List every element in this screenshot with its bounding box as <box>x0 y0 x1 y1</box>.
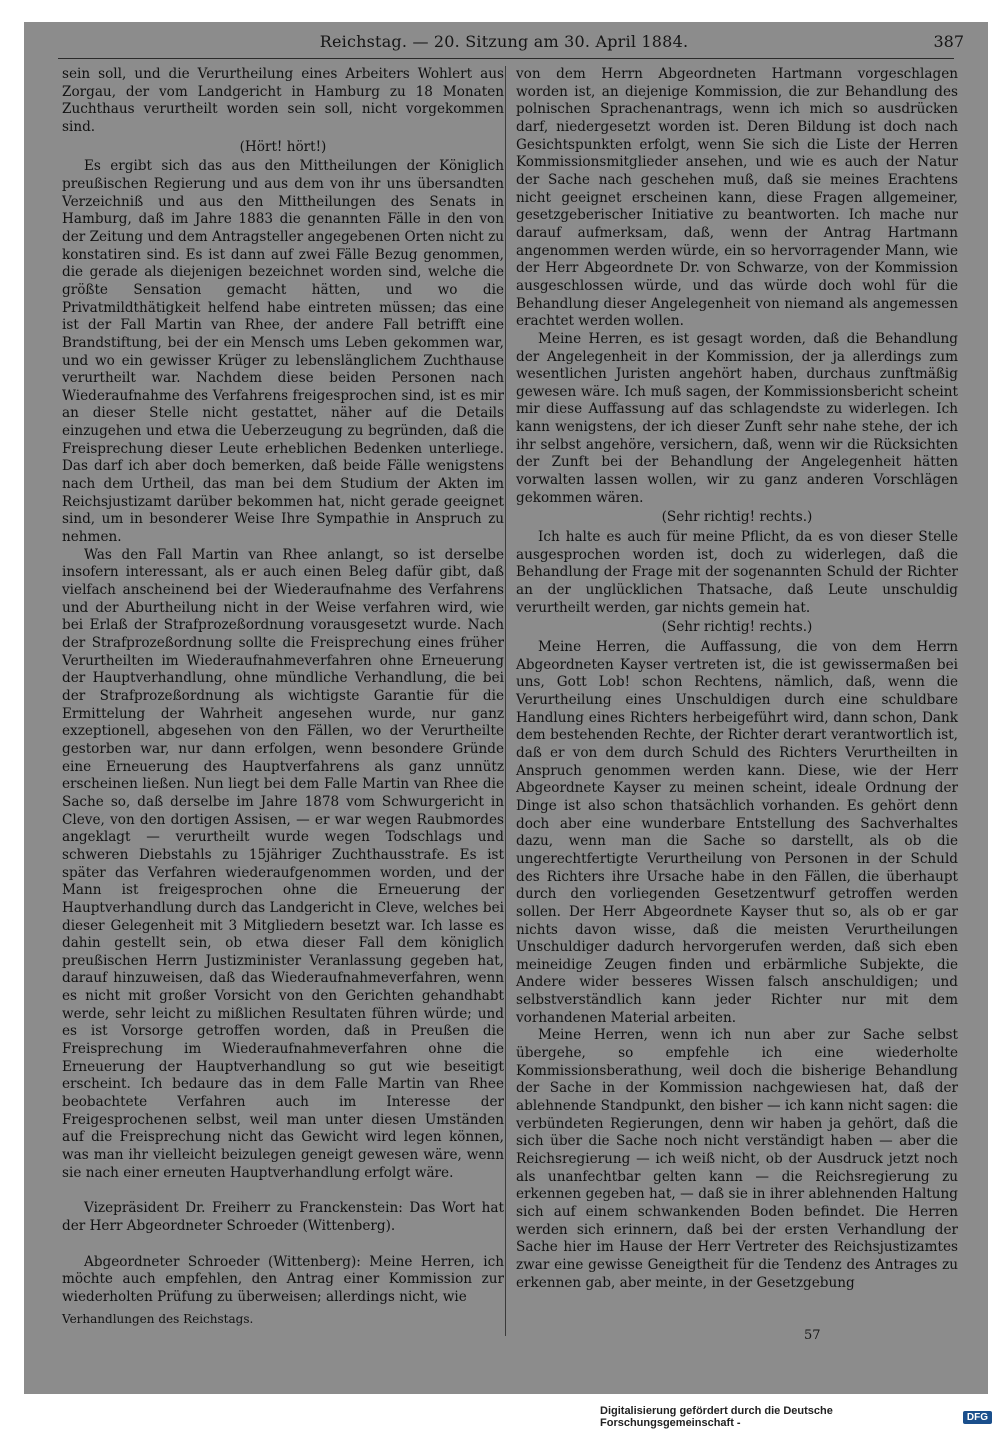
paragraph: Ich halte es auch für meine Pflicht, da es von dieser Stelle ausgesprochen worden ist, doch zu widerlegen, daß die Behandlung der Frage mit der sogenannten Schuld der Richter an der unglücklichen Thatsache, daß Leute unschuldig verurtheilt werden, gar nichts gemein hat. <box>516 529 958 616</box>
dfg-logo: DFG <box>963 1411 992 1424</box>
paragraph: Meine Herren, wenn ich nun aber zur Sache selbst übergehe, so empfehle ich eine wiederholte Kommissionsberathung, weil doch die bisherige Behandlung der Sache in der Kommission nachgewiesen hat, daß der ablehnende Standpunkt, den bisher — ich kann nicht sagen: die verbündeten Regierungen, denn wir haben ja gehört, daß die sich über die Sache noch nicht verständigt haben — aber die Reichsregierung — ich weiß nicht, ob der Ausdruck jetzt noch als unanfechtbar gelten kann — die Reichsregierung zu erkennen gegeben hat, — daß sie in ihrer ablehnenden Haltung sich auf einem schwankenden Boden befindet. Die Herren werden sich erinnern, daß bei der ersten Verhandlung der Sache hier im Hause der Herr Vertreter des Reichsjustizamtes zwar eine gewisse Geneigtheit für die Tendenz des Antrages zu erkennen gab, aber meinte, in der Gesetzgebung <box>516 1027 958 1291</box>
page-number: 387 <box>933 32 964 51</box>
interjection: (Sehr richtig! rechts.) <box>661 509 813 526</box>
speaker-paragraph: Abgeordneter Schroeder (Wittenberg): Meine Herren, ich möchte auch empfehlen, den Antrag einer Kommission zur wiederholten Prüfung zu überweisen; allerdings nicht, wie <box>62 1253 504 1305</box>
paragraph: Meine Herren, es ist gesagt worden, daß die Behandlung der Angelegenheit in der Kommission, der ja allerdings zum wesentlichen Juristen angehört haben, durchaus zunftmäßig gewesen wäre. Ich muß sagen, der Kommissionsbericht scheint mir diese Auffassung auf das schlagendste zu widerlegen. Ich kann wenigstens, der ich dieser Zunft sehr nahe stehe, der ich ihr selbst angehöre, versichern, daß, wenn wir die Rücksichten der Zunft bei der Behandlung der Angelegenheit hätten vorwalten lassen wollen, wir zu ganz anderen Vorschlägen gekommen wären. <box>516 330 958 506</box>
paragraph: Was den Fall Martin van Rhee anlangt, so ist derselbe insofern interessant, als er auch einen Beleg dafür gibt, daß vielfach anscheinend bei der Wiederaufnahme des Verfahrens und der Aburtheilung nicht in der Weise verfahren wird, wie bei Erlaß der Strafprozeßordnung vorausgesetzt wurde. Nach der Strafprozeßordnung sollte die Freisprechung eines früher Verurtheilten im Wiederaufnahmeverfahren ohne Erneuerung der Hauptverhandlung, ohne mündliche Verhandlung, die bei der Strafprozeßordnung als wichtigste Garantie für die Ermittelung der Wahrheit angesehen wurde, nur ganz exzeptionell, abgesehen von den Fällen, wo der Verurtheilte gestorben war, nur dann erfolgen, wenn besondere Gründe eine Erneuerung des Hauptverfahrens als ganz unnütz erscheinen ließen. Nun liegt bei dem Falle Martin van Rhee die Sache so, daß derselbe im Jahre 1878 vom Schwurgericht in Cleve, von den dortigen Assisen, — er war wegen Raubmordes angeklagt — verurtheilt wurde wegen Todschlags und schweren Diebstahls zu 15jähriger Zuchthausstrafe. Es ist später das Verfahren wiederaufgenommen worden, und der Mann ist freigesprochen ohne die Erneuerung der Hauptverhandlung durch das Landgericht in Cleve, welches bei dieser Gelegenheit mit 3 Mitgliedern besetzt war. Ich lasse es dahin gestellt sein, ob etwa dieser Fall dem königlich preußischen Herrn Justizminister Veranlassung gegeben hat, darauf hinzuweisen, daß das Wiederaufnahmeverfahren, wenn es nicht mit großer Vorsicht von den Gerichten gehandhabt werde, sehr leicht zu mißlichen Resultaten führen würde; und es ist Vorsorge getroffen worden, daß in Preußen die Freisprechung im Wiederaufnahmeverfahren ohne die Erneuerung der Hauptverhandlung so gut wie beseitigt erscheint. Ich bedaure das in dem Falle Martin van Rhee beobachtete Verfahren auch im Interesse der Freigesprochenen selbst, weil man unter diesen Umständen auf die Freisprechung nicht das Gewicht wird legen können, was man ihr vielleicht beizulegen geneigt gewesen wäre, wenn sie nach einer erneuten Hauptverhandlung erfolgt wäre. <box>62 546 504 1181</box>
right-column <box>516 66 958 1292</box>
page-header <box>64 32 964 56</box>
paragraph: Meine Herren, die Auffassung, die von dem Herrn Abgeordneten Kayser vertreten ist, die ist gewissermaßen bei uns, Gott Lob! schon Rechtens, nämlich, daß, wenn die Verurtheilung eines Unschuldigen durch eine schuldbare Handlung eines Richters herbeigeführt wird, dann schon, Dank dem bestehenden Rechte, der Richter derart verantwortlich ist, daß er von dem durch Schuld des Richters Verurtheilten in Anspruch genommen werden kann. Diese, wie der Herr Abgeordnete Kayser zu meinen scheint, ideale Ordnung der Dinge ist also schon thatsächlich vorhanden. Es gehört denn doch aber eine wunderbare Entstellung des Sachverhaltes dazu, wenn man die Sache so darstellt, als ob die ungerechtfertigte Verurtheilung von Personen in der Schuld des Richters ihre Ursache habe in den Fällen, die überhaupt durch den vorliegenden Gesetzentwurf getroffen werden sollen. Der Herr Abgeordnete Kayser thut so, als ob er gar nichts davon wisse, daß die meisten Verurtheilungen Unschuldiger dadurch hervorgerufen werden, daß sich eben meineidige Zeugen finden und erbärmliche Subjekte, die Andere wider besseres Wissen falsch anschuldigen; und selbstverständlich kann jeder Richter nur mit dem vorhandenen Material arbeiten. <box>516 639 958 1026</box>
scanned-page <box>24 22 988 1394</box>
paragraph: von dem Herrn Abgeordneten Hartmann vorgeschlagen worden ist, an diejenige Kommission, die zur Behandlung des polnischen Sprachenantrags, wenn ich mich so ausdrücken darf, niedergesetzt worden ist. Deren Bildung ist doch nach Gesichtspunkten erfolgt, wenn Sie sich die Liste der Herren Kommissionsmitglieder ansehen, und wie es auch der Natur der Sache nach geschehen muß, daß sie meines Erachtens nicht geeignet erscheinen kann, diese Fragen allgemeiner, gesetzgeberischer Initiative zu beantworten. Ich mache nur darauf aufmerksam, daß, wenn der Antrag Hartmann angenommen werden würde, ein so hervorragender Mann, wie der Herr Abgeordnete Dr. von Schwarze, von der Kommission ausgeschlossen würde, und das würde doch wohl für die Behandlung dieser Angelegenheit von niemand als angemessen erachtet werden wollen. <box>516 66 958 330</box>
signature-line: Verhandlungen des Reichstags. <box>62 1311 254 1326</box>
interjection: (Hört! hört!) <box>239 138 327 155</box>
header-rule <box>58 58 954 59</box>
sheet-number: 57 <box>804 1328 821 1343</box>
column-divider <box>505 66 506 1336</box>
left-column <box>62 66 504 1328</box>
speaker-paragraph: Vizepräsident Dr. Freiherr zu Franckenstein: Das Wort hat der Herr Abgeordneter Schroeder (Wittenberg). <box>62 1200 504 1234</box>
running-title: Reichstag. — 20. Sitzung am 30. April 1884. <box>319 32 689 51</box>
funding-credit: Digitalisierung gefördert durch die Deutsche Forschungsgemeinschaft - <box>600 1405 833 1429</box>
paragraph: Es ergibt sich das aus den Mittheilungen der Königlich preußischen Regierung und aus dem von ihr uns übersandten Verzeichniß und aus den Mittheilungen des Senats in Hamburg, daß im Jahre 1883 die genannten Fälle in den von der Zeitung und dem Antragsteller angegebenen Orten nicht zu konstatiren sind. Es ist dann auf zwei Fälle Bezug genommen, die gerade als diejenigen bezeichnet worden sind, welche die größte Sensation gemacht hätten, und wo die Privatmildthätigkeit helfend habe eintreten müssen; das eine ist der Fall Martin van Rhee, der andere Fall betrifft eine Brandstiftung, bei der ein Mensch ums Leben gekommen war, und wo ein gewisser Krüger zu lebenslänglichem Zuchthause verurtheilt war. Nachdem diese beiden Personen nach Wiederaufnahme des Verfahrens freigesprochen sind, ist es mir an dieser Stelle nicht gestattet, näher auf die Details einzugehen und etwa die Ueberzeugung zu begründen, daß die Freisprechung dieser Leute erheblichen Bedenken unterliege. Das darf ich aber doch bemerken, daß beide Fälle wenigstens nach dem Urtheil, das man bei dem Studium der Akten im Reichsjustizamt darüber bekommen hat, nicht gerade geeignet sind, um in besonderer Weise Ihre Sympathie in Anspruch zu nehmen. <box>62 158 504 546</box>
interjection: (Sehr richtig! rechts.) <box>661 619 813 636</box>
paragraph: sein soll, und die Verurtheilung eines Arbeiters Wohlert aus Zorgau, der vom Landgericht in Hamburg zu 18 Monaten Zuchthaus verurtheilt worden sein soll, nicht vorgekommen sind. <box>62 66 504 135</box>
footer-credit <box>600 1405 992 1429</box>
